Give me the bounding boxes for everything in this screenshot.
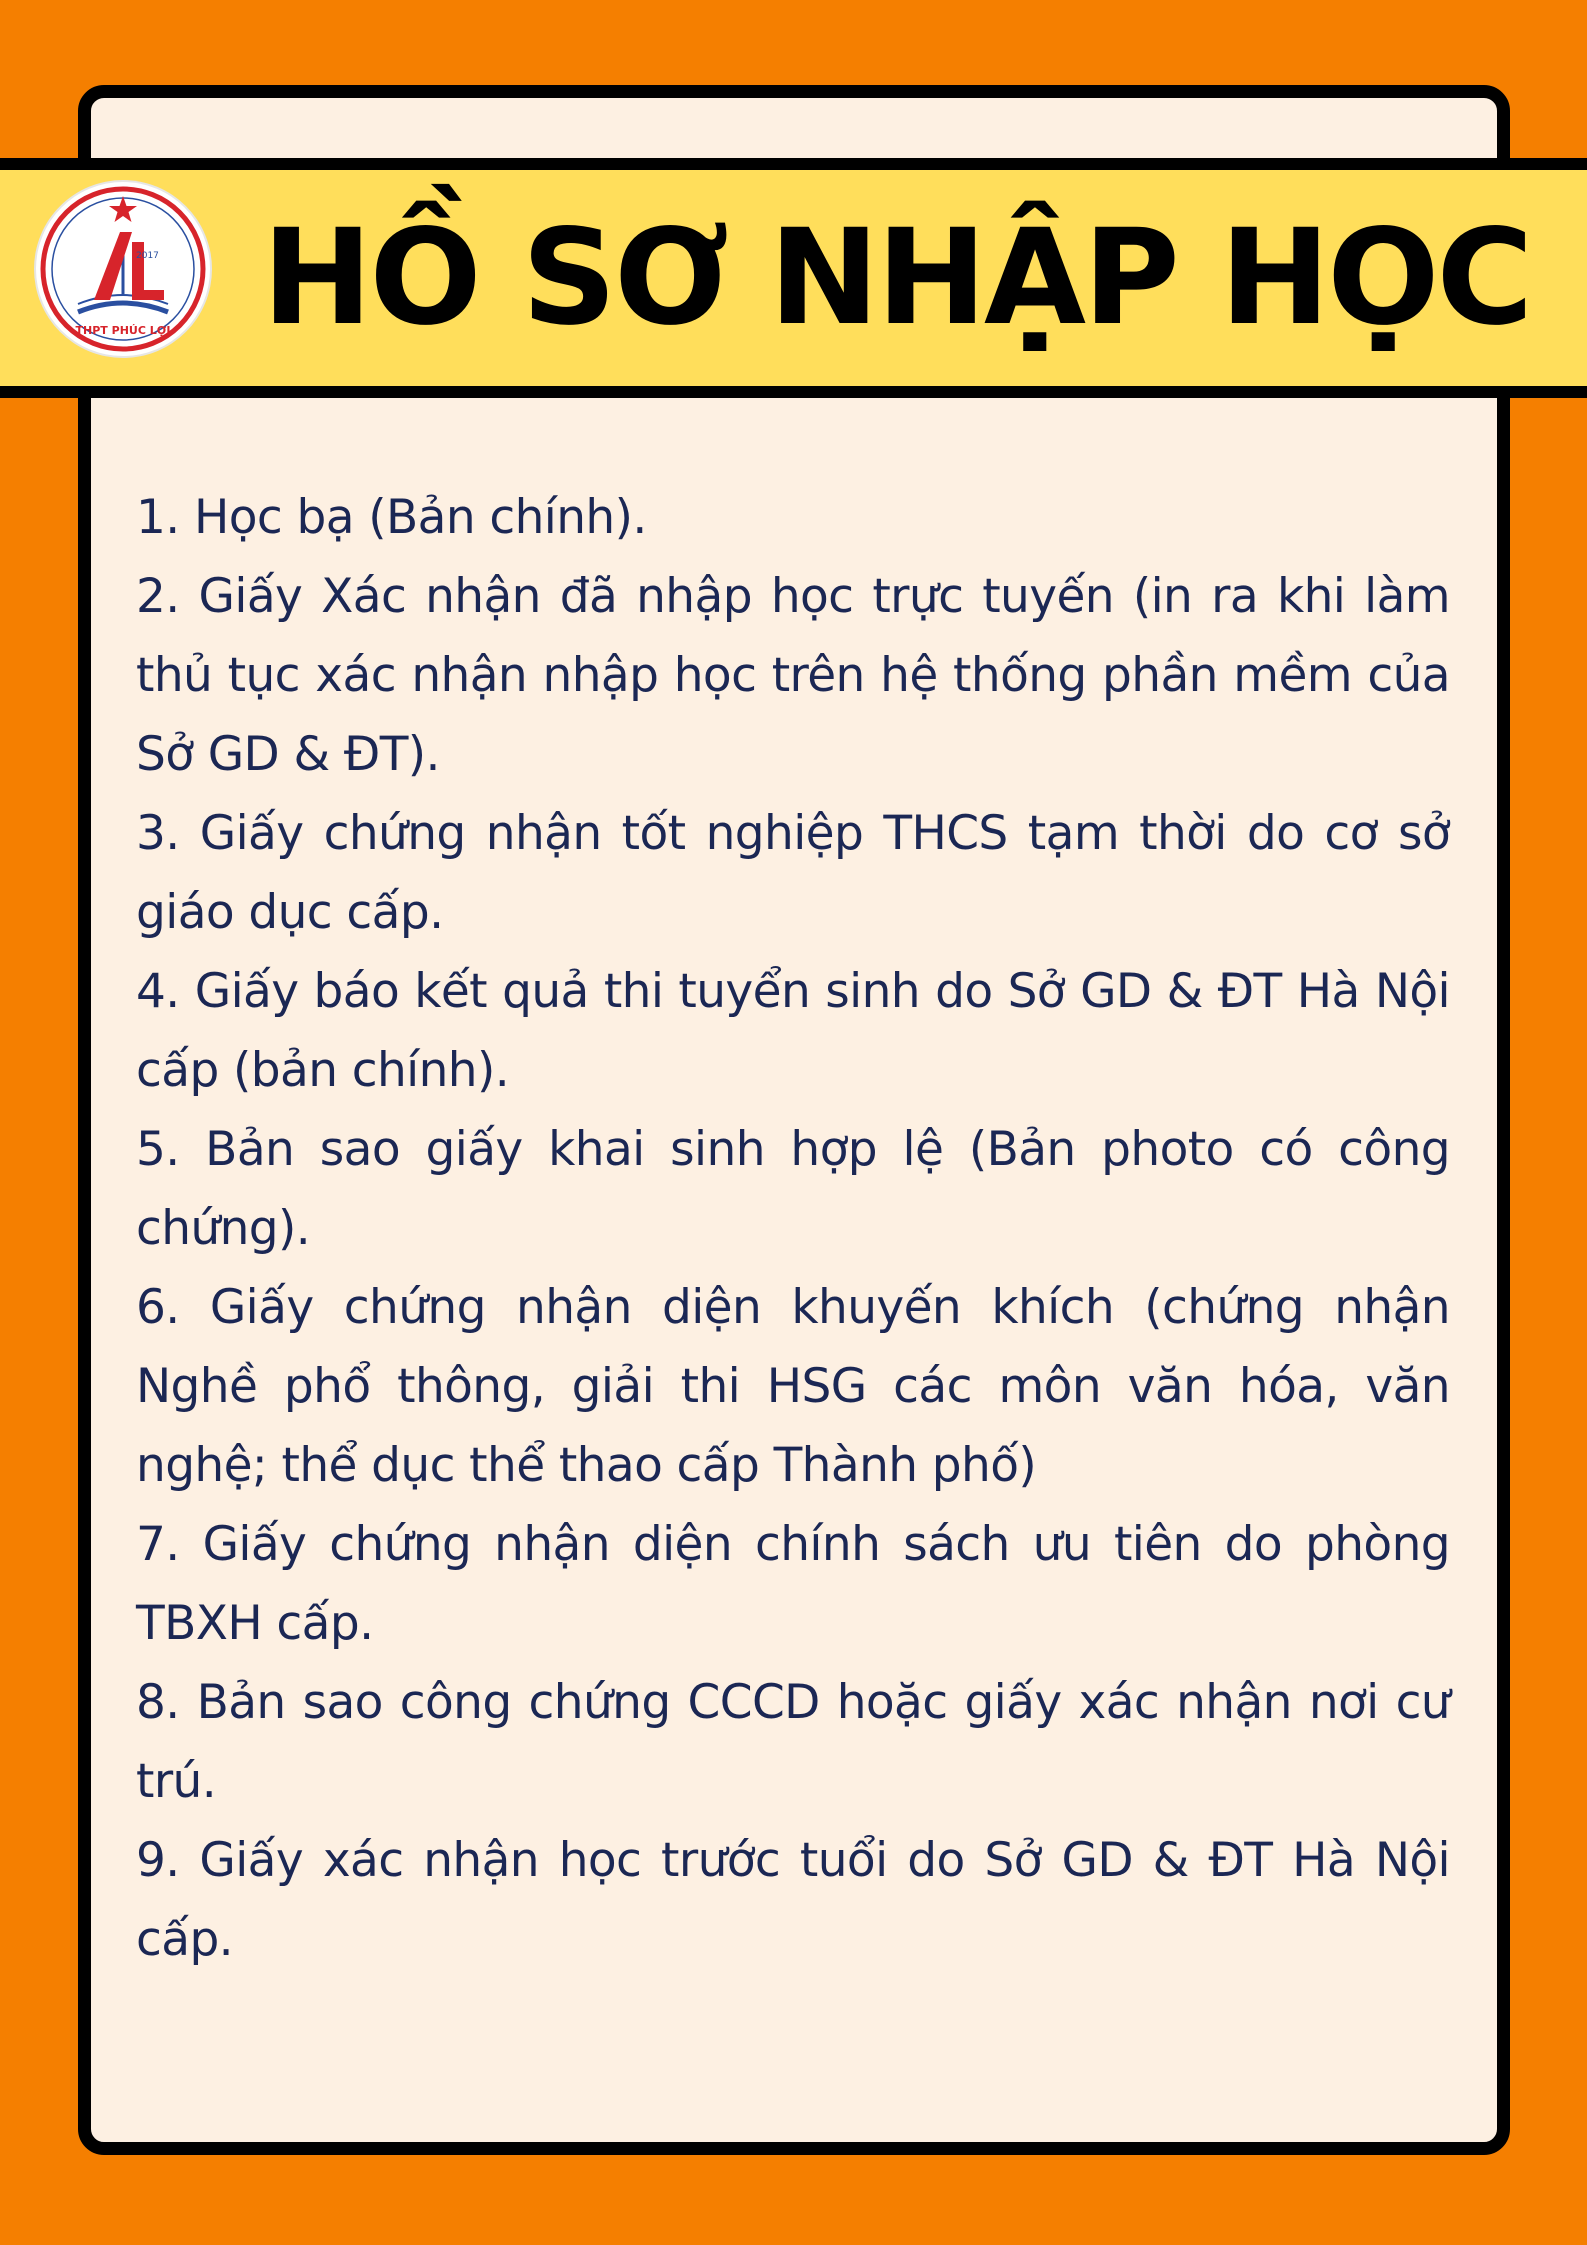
list-item: 5. Bản sao giấy khai sinh hợp lệ (Bản photo có công chứng). [136,1122,1450,1256]
list-item: 4. Giấy báo kết quả thi tuyển sinh do Sở GD & ĐT Hà Nội cấp (bản chính). [136,964,1450,1098]
school-logo-icon [36,182,210,356]
document-list [136,478,1450,1979]
logo-text: THPT PHÚC LỢI [75,324,171,337]
list-item: 2. Giấy Xác nhận đã nhập học trực tuyến (in ra khi làm thủ tục xác nhận nhập học trên hệ thống phần mềm của Sở GD & ĐT). [136,569,1450,782]
list-item: 6. Giấy chứng nhận diện khuyến khích (chứng nhận Nghề phổ thông, giải thi HSG các môn văn hóa, văn nghệ; thể dục thể thao cấp Thành phố) [136,1280,1450,1493]
list-item: 1. Học bạ (Bản chính). [136,490,647,545]
list-item: 7. Giấy chứng nhận diện chính sách ưu tiên do phòng TBXH cấp. [136,1517,1450,1651]
list-item: 8. Bản sao công chứng CCCD hoặc giấy xác nhận nơi cư trú. [136,1675,1450,1809]
list-item: 9. Giấy xác nhận học trước tuổi do Sở GD & ĐT Hà Nội cấp. [136,1833,1450,1967]
list-item: 3. Giấy chứng nhận tốt nghiệp THCS tạm thời do cơ sở giáo dục cấp. [136,806,1450,940]
svg-text:2017: 2017 [136,251,159,261]
page-title: HỒ SƠ NHẬP HỌC [262,201,1531,355]
title-banner [0,158,1587,398]
